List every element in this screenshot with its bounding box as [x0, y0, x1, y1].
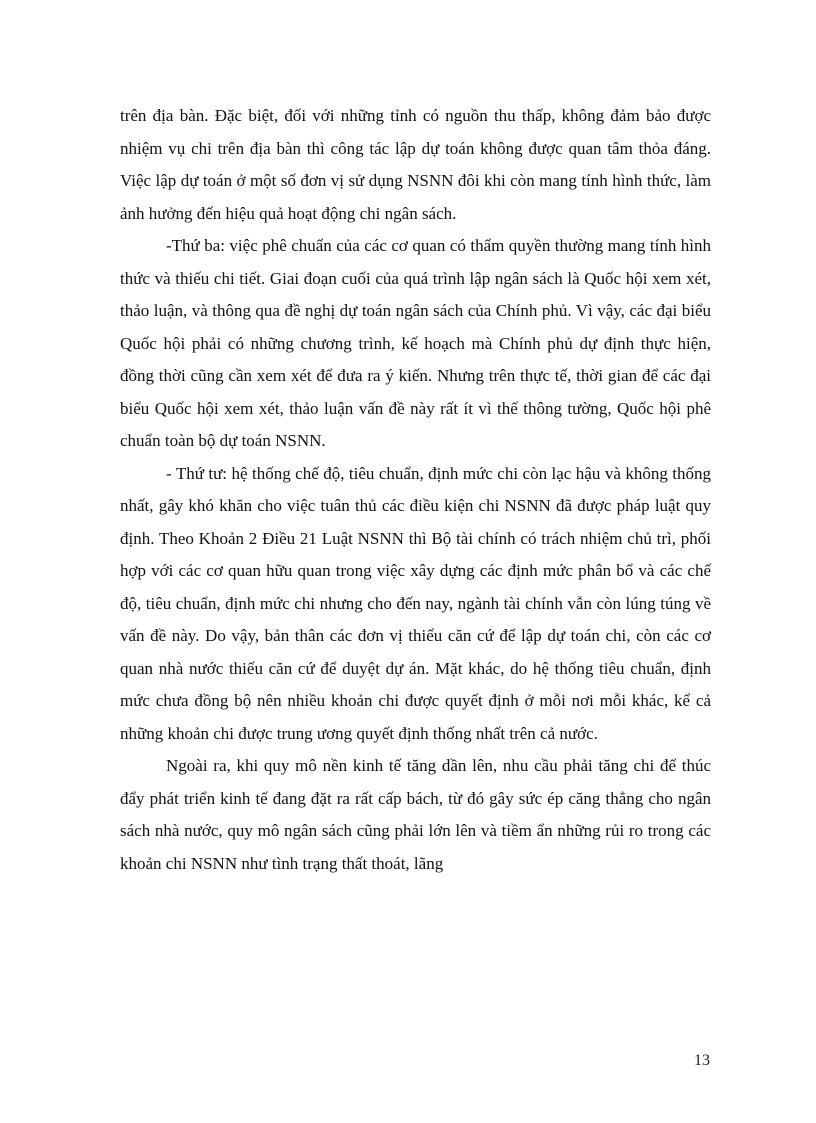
paragraph-2: -Thứ ba: việc phê chuẩn của các cơ quan có thẩm quyền thường mang tính hình thức và thiếu chi tiết. Giai đoạn cuối của quá trình lập ngân sách là Quốc hội xem xét, thảo luận, và thông qua đề nghị dự toán ngân sách của Chính phủ. Vì vậy, các đại biểu Quốc hội phải có những chương trình, kế hoạch mà Chính phủ dự định thực hiện, đồng thời cũng cần xem xét để đưa ra ý kiến. Nhưng trên thực tế, thời gian để các đại biểu Quốc hội xem xét, thảo luận vấn đề này rất ít vì thế thông tường, Quốc hội phê chuẩn toàn bộ dự toán NSNN. — [120, 236, 711, 450]
body-text — [120, 100, 711, 880]
paragraph-4: Ngoài ra, khi quy mô nền kinh tế tăng dần lên, nhu cầu phải tăng chi để thúc đẩy phát triển kinh tế đang đặt ra rất cấp bách, từ đó gây sức ép căng thẳng cho ngân sách nhà nước, quy mô ngân sách cũng phải lớn lên và tiềm ẩn những rủi ro trong các khoản chi NSNN như tình trạng thất thoát, lãng — [120, 756, 711, 873]
page-number: 13 — [694, 1052, 710, 1069]
paragraph-1: trên địa bàn. Đặc biệt, đối với những tỉnh có nguồn thu thấp, không đảm bảo được nhiệm vụ chi trên địa bàn thì công tác lập dự toán không được quan tâm thỏa đáng. Việc lập dự toán ở một số đơn vị sử dụng NSNN đôi khi còn mang tính hình thức, làm ảnh hưởng đến hiệu quả hoạt động chi ngân sách. — [120, 106, 711, 223]
paragraph-3: - Thứ tư: hệ thống chế độ, tiêu chuẩn, định mức chi còn lạc hậu và không thống nhất, gây khó khăn cho việc tuân thủ các điều kiện chi NSNN đã được pháp luật quy định. Theo Khoản 2 Điều 21 Luật NSNN thì Bộ tài chính có trách nhiệm chủ trì, phối hợp với các cơ quan hữu quan trong việc xây dựng các định mức phân bổ và các chế độ, tiêu chuẩn, định mức chi nhưng cho đến nay, ngành tài chính vẫn còn lúng túng về vấn đề này. Do vậy, bản thân các đơn vị thiếu căn cứ để lập dự toán chi, còn các cơ quan nhà nước thiếu căn cứ để duyệt dự án. Mặt khác, do hệ thống tiêu chuẩn, định mức chưa đồng bộ nên nhiều khoản chi được quyết định ở mỗi nơi mỗi khác, kể cả những khoản chi được trung ương quyết định thống nhất trên cả nước. — [120, 463, 711, 743]
